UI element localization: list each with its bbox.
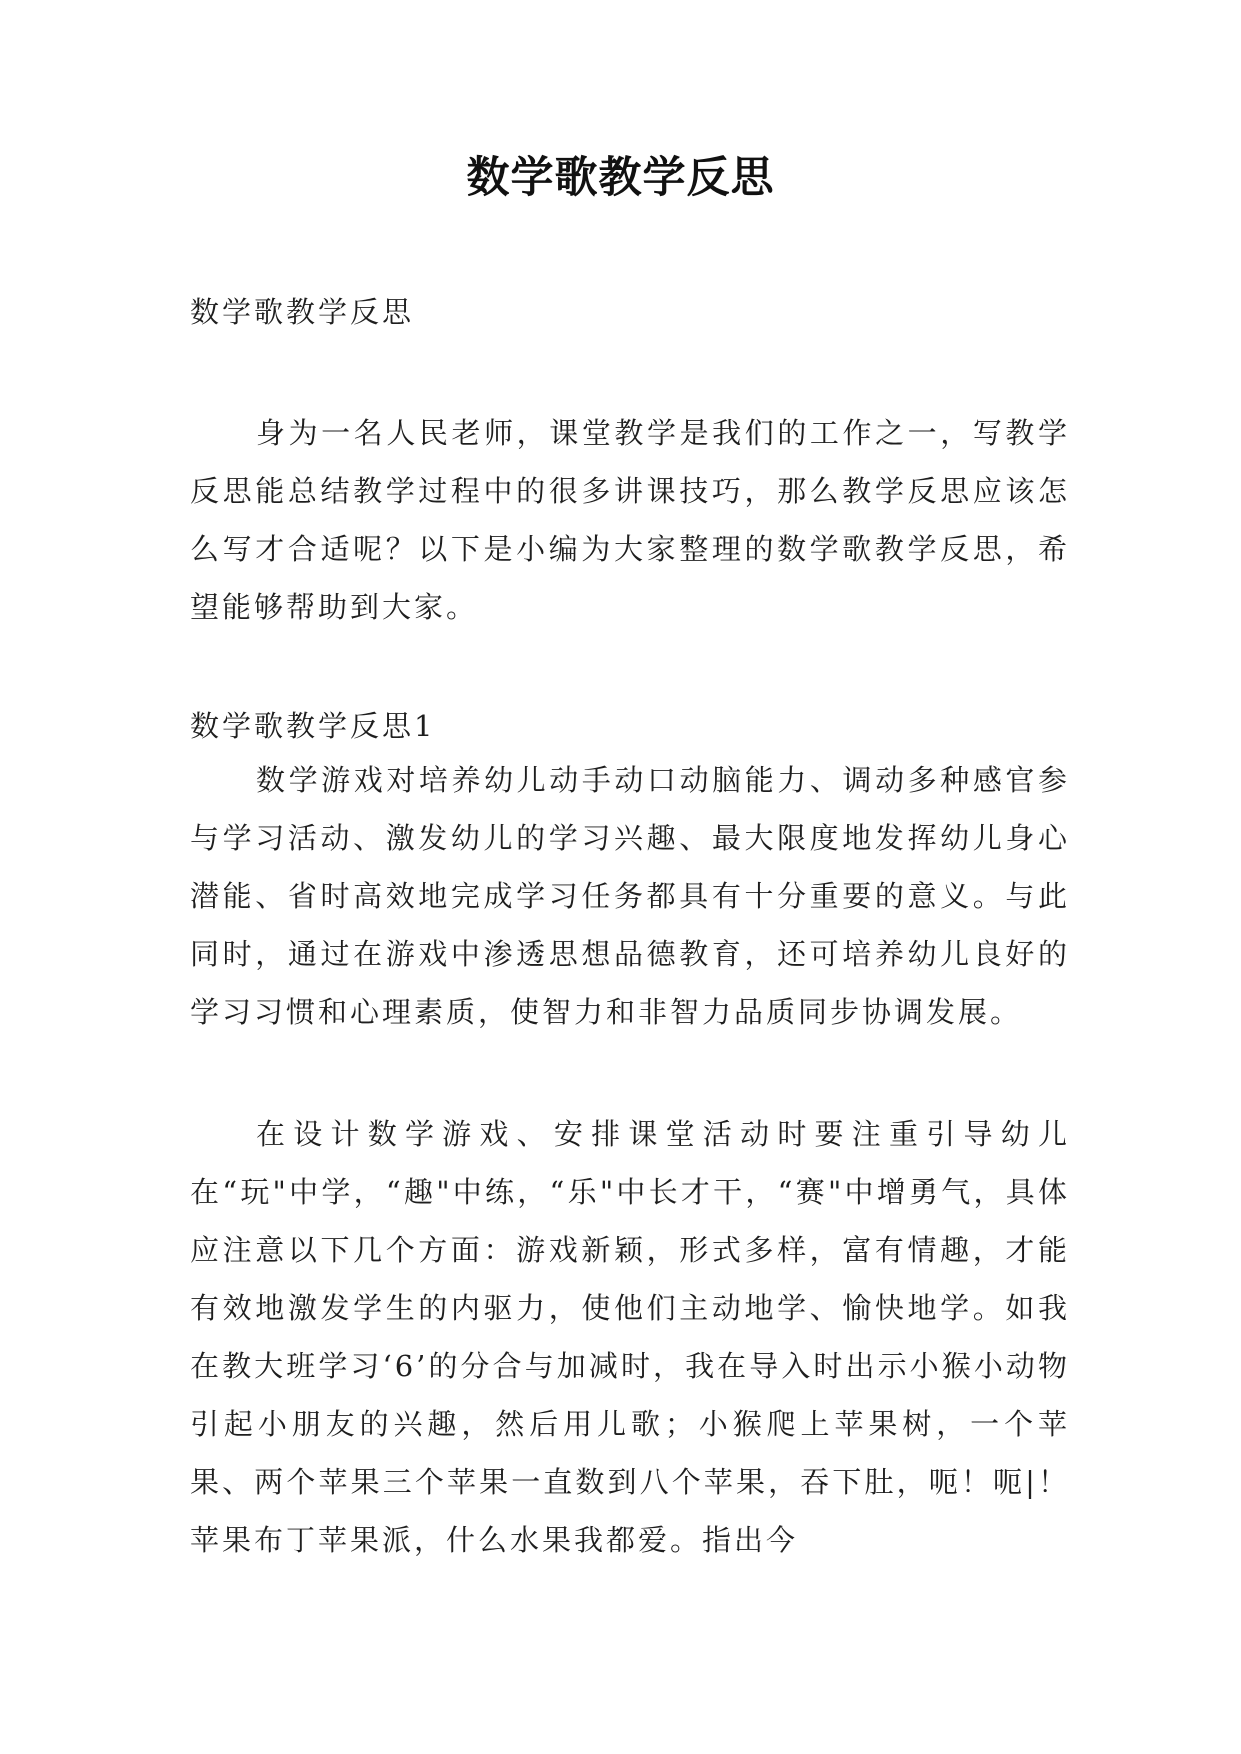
section-heading: 数学歌教学反思1: [190, 709, 436, 743]
document-title: 数学歌教学反思: [466, 153, 775, 203]
intro-paragraph: 身为一名人民老师，课堂教学是我们的工作之一，写教学反思能总结教学过程中的很多讲课技巧，那么教学反思应该怎么写才合适呢？以下是小编为大家整理的数学歌教学反思，希望能够帮助到大家。: [190, 416, 1070, 624]
document-subtitle: 数学歌教学反思: [190, 295, 415, 329]
body-paragraph: 在设计数学游戏、安排课堂活动时要注重引导幼儿在“玩"中学，“趣"中练，“乐"中长才干，“赛"中增勇气，具体应注意以下几个方面：游戏新颖，形式多样，富有情趣，才能有效地激发学生的内驱力，使他们主动地学、愉快地学。如我在教大班学习‘6’的分合与加减时，我在导入时出示小猴小动物引起小朋友的兴趣，然后用儿歌；小猴爬上苹果树，一个苹果、两个苹果三个苹果一直数到八个苹果，吞下肚，呃！呃|！苹果布丁苹果派，什么水果我都爱。指出今: [190, 1117, 1070, 1557]
body-paragraph: 数学游戏对培养幼儿动手动口动脑能力、调动多种感官参与学习活动、激发幼儿的学习兴趣、最大限度地发挥幼儿身心潜能、省时高效地完成学习任务都具有十分重要的意义。与此同时，通过在游戏中渗透思想品德教育，还可培养幼儿良好的学习习惯和心理素质，使智力和非智力品质同步协调发展。: [190, 763, 1070, 1029]
